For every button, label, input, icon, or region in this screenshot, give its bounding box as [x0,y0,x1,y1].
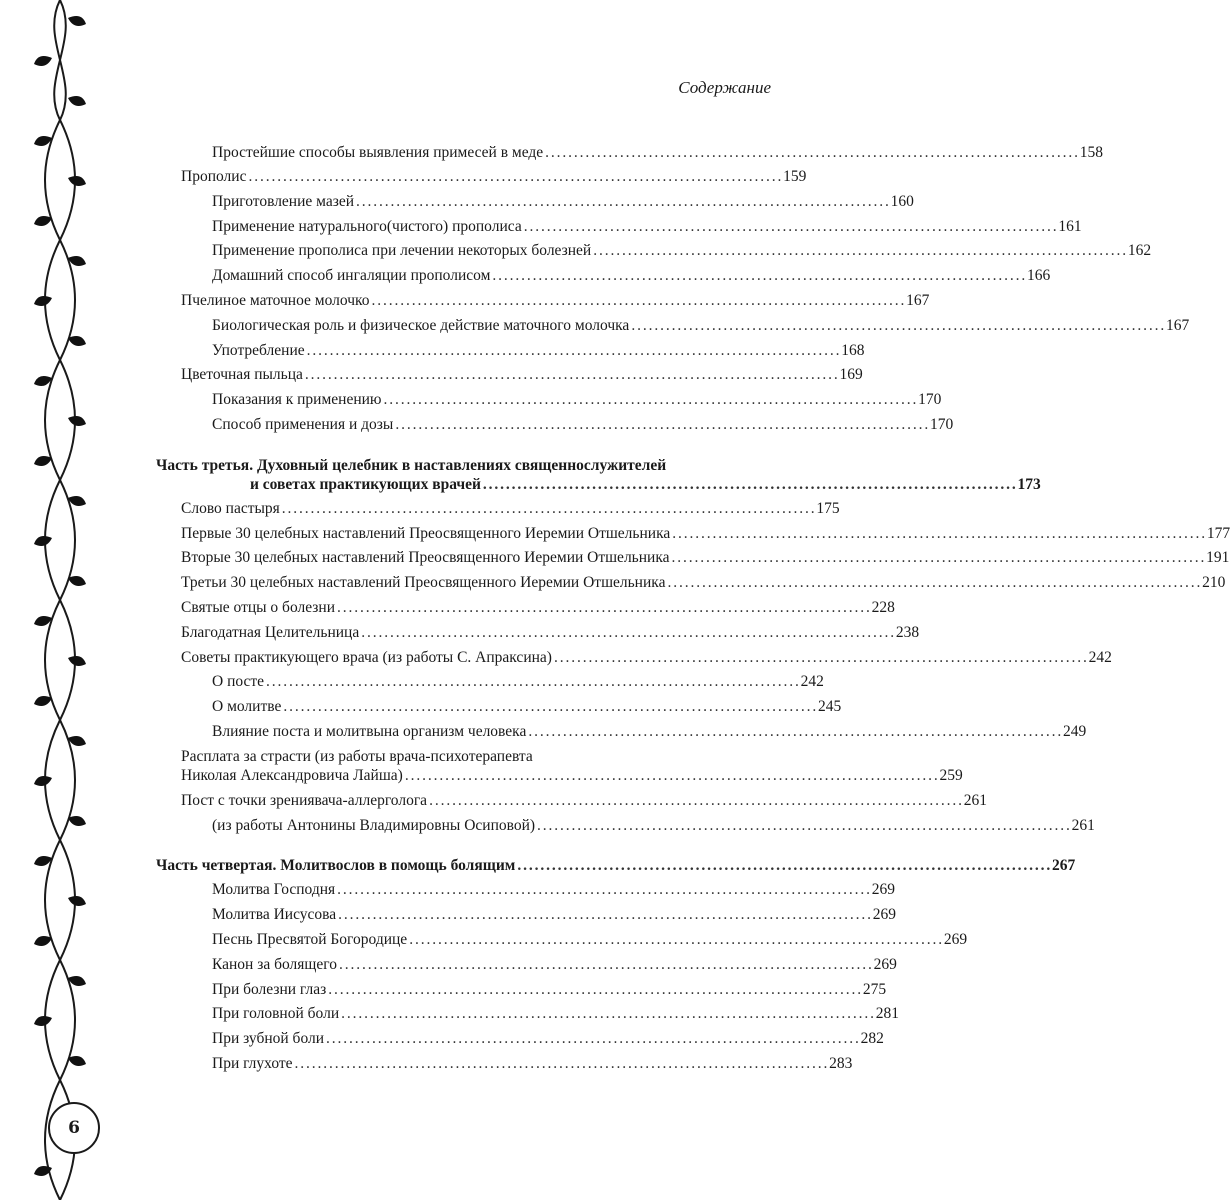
toc-entry-title: Употребление [212,342,305,359]
toc-entry [181,524,1230,544]
toc-entry [212,672,824,692]
toc-entry-page: 269 [871,881,896,898]
toc-entry-page: 169 [839,366,863,383]
toc-entry [212,390,942,410]
toc-entry-page: 283 [829,1055,853,1072]
toc-entry-title: Способ применения и дозы [212,416,394,433]
toc-entry-page: 282 [860,1030,884,1047]
toc-entry-page: 245 [817,698,842,715]
toc-entry-title: Первые 30 целебных наставлений Преосвященного Иеремии Отшельника [181,525,671,542]
toc-entry [181,598,895,618]
toc-entry-title: Вторые 30 целебных наставлений Преосвященного Иеремии Отшельника [181,549,670,566]
toc-entry-page: 267 [1051,857,1076,874]
toc-entry-title-line1: Расплата за страсти (из работы врача-психотерапевта [181,748,533,765]
part-four-heading [156,856,1076,876]
toc-entry [212,1054,853,1074]
toc-entry-title: Святые отцы о болезни [181,599,336,616]
toc-entry [212,722,1087,742]
toc-entry-title: Прополис [181,168,247,185]
toc-entry [212,415,954,435]
toc-entry [212,341,865,361]
toc-entry-title: При зубной боли [212,1030,325,1047]
part-three-heading [250,475,1041,495]
toc-entry [212,980,887,1000]
toc-entry-title: Песнь Пресвятой Богородице [212,931,408,948]
toc-entry-title-line2: Николая Александровича Лайша) [181,767,403,784]
toc-entry-title: Показания к применению [212,391,382,408]
toc-entry-page: 261 [963,792,987,809]
toc-entry-title: Пчелиное маточное молочко [181,292,370,309]
toc-entry-title: Советы практикующего врача (из работы С. Апраксина) [181,649,552,666]
toc-entry [181,365,863,385]
toc-entry-page: 170 [929,416,954,433]
toc-entry-page: 275 [862,981,887,998]
toc-entry-page: 242 [1088,649,1112,666]
toc-entry-title: О посте [212,673,265,690]
toc-entry-title: Приготовление мазей [212,193,355,210]
toc-entry [212,930,968,950]
toc-entry-page: 238 [895,624,920,641]
toc-entry-title: При головной боли [212,1005,340,1022]
toc-entry-page: 249 [1062,723,1087,740]
toc-entry-page: 168 [841,342,865,359]
toc-entry [212,217,1082,237]
toc-entry-page: 175 [816,500,840,517]
toc-entry [212,1004,899,1024]
toc-entry-title: Третьи 30 целебных наставлений Преосвященного Иеремии Отшельника [181,574,666,591]
toc-entry-page: 269 [873,956,897,973]
toc-entry [181,791,987,811]
running-head: Содержание [678,78,771,97]
toc-entry-page: 228 [871,599,895,616]
toc-entry-title: Влияние поста и молитвына организм человека [212,723,527,740]
toc-entry [212,316,1190,336]
part-three-heading-line1: Часть третья. Духовный целебник в наставлениях священнослужителей [156,457,667,474]
toc-entry-title: Применение прополиса при лечении некоторых болезней [212,242,592,259]
toc-entry-page: 161 [1058,218,1082,235]
toc-entry [181,766,963,786]
toc-entry-page: 159 [783,168,807,185]
toc-entry [212,266,1051,286]
toc-entry [181,648,1112,668]
toc-entry-title: Канон за болящего [212,956,337,973]
page-number [48,1102,100,1154]
toc-entry [212,192,914,212]
toc-entry-page: 173 [1017,476,1041,493]
part-three-heading-line2: и советах практикующих врачей [250,476,481,493]
toc-entry-page: 261 [1071,817,1095,834]
toc-entry-title: При глухоте [212,1055,293,1072]
toc-entry [212,143,1104,163]
toc-entry-page: 259 [939,767,963,784]
toc-entry-title: Благодатная Целительница [181,624,360,641]
toc-entry-page: 160 [890,193,914,210]
toc-entry [181,573,1226,593]
toc-entry [212,905,897,925]
toc-entry-title: Цветочная пыльца [181,366,303,383]
toc-entry [212,1029,884,1049]
toc-entry-page: 269 [943,931,968,948]
toc-entry [212,241,1152,261]
toc-entry-page: 242 [800,673,824,690]
page-number-text: 6 [68,1118,80,1138]
toc-entry-title: Пост с точки зрениявача-аллерголога [181,792,428,809]
part-four-heading-title: Часть четвертая. Молитвослов в помощь болящим [156,857,516,874]
toc-entry-title: Слово пастыря [181,500,280,517]
toc-entry-page: 158 [1079,144,1104,161]
toc-entry-title: Биологическая роль и физическое действие маточного молочка [212,317,630,334]
toc-entry-page: 191 [1206,549,1230,566]
toc-entry [212,697,842,717]
toc-entry-title: Молитва Иисусова [212,906,337,923]
vine-border-ornament [40,0,110,1200]
toc-entry [181,291,930,311]
toc-entry-page: 162 [1127,242,1152,259]
toc-entry [181,167,807,187]
toc-entry [212,816,1095,836]
toc-entry [212,955,897,975]
toc-entry-page: 269 [872,906,897,923]
toc-entry-page: 177 [1206,525,1230,542]
toc-entry-page: 167 [906,292,930,309]
toc-entry-page: 166 [1027,267,1051,284]
toc-entry-title: (из работы Антонины Владимировны Осиповой) [212,817,536,834]
toc-entry [181,623,920,643]
toc-entry-title: Применение натурального(чистого) прополиса [212,218,522,235]
toc-entry [181,548,1230,568]
toc-entry-title: Домашний способ ингаляции прополисом [212,267,491,284]
toc-entry-title: О молитве [212,698,282,715]
toc-entry-title: Простейшие способы выявления примесей в меде [212,144,544,161]
toc-entry-page: 167 [1165,317,1190,334]
toc-entry-page: 170 [918,391,942,408]
toc-entry-page: 281 [875,1005,899,1022]
toc-entry [181,499,840,519]
toc-entry-page: 210 [1202,574,1226,591]
toc-entry-title: Молитва Господня [212,881,336,898]
toc-entry [212,880,896,900]
toc-entry-title: При болезни глаз [212,981,327,998]
